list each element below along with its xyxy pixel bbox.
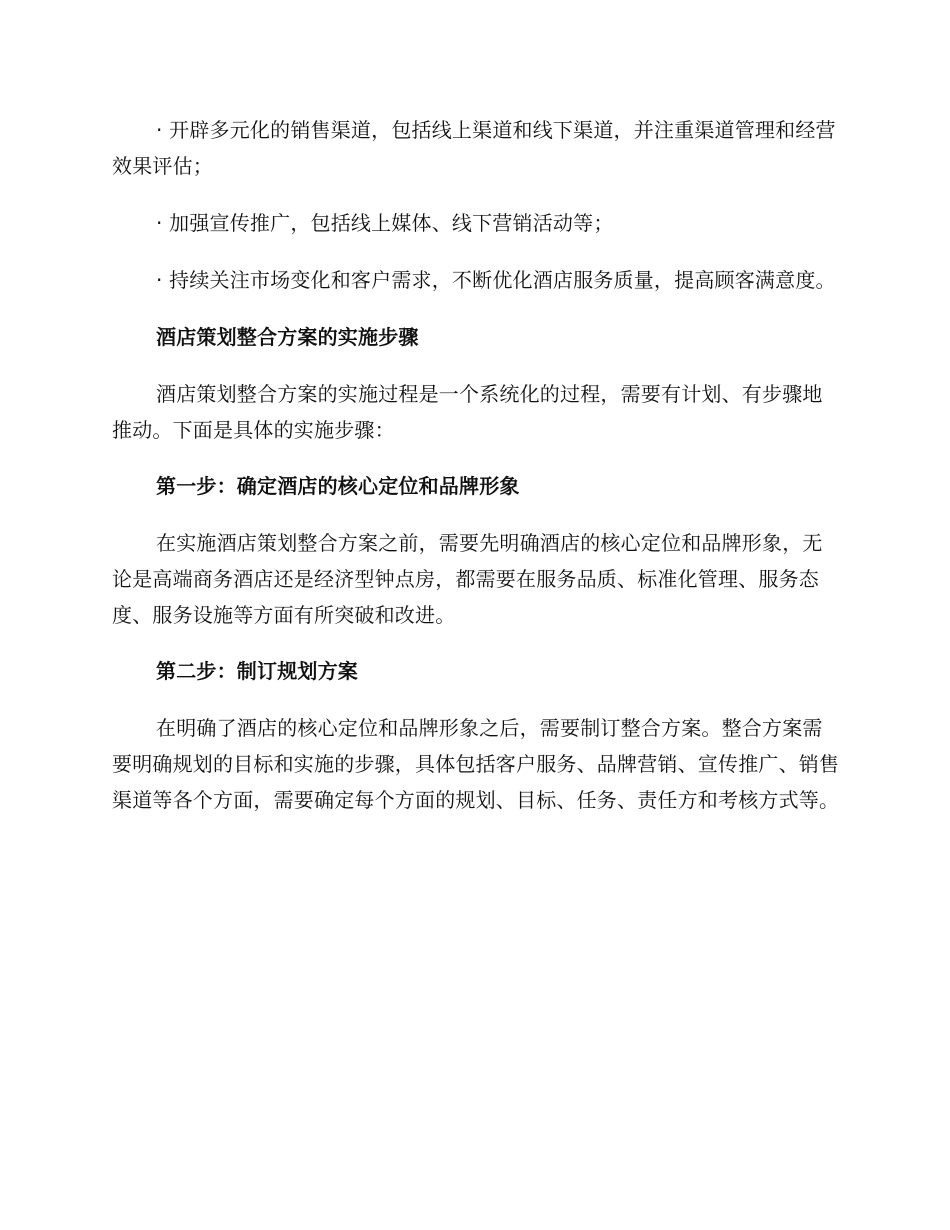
document-body bbox=[112, 112, 840, 838]
bullet-customer-needs: · 持续关注市场变化和客户需求，不断优化酒店服务质量，提高顾客满意度。 bbox=[156, 268, 836, 292]
step1-heading: 第一步：确定酒店的核心定位和品牌形象 bbox=[156, 474, 520, 498]
step2-heading: 第二步：制订规划方案 bbox=[156, 659, 358, 683]
section-heading: 酒店策划整合方案的实施步骤 bbox=[156, 325, 419, 349]
bullet-promotion: · 加强宣传推广，包括线上媒体、线下营销活动等； bbox=[156, 211, 614, 235]
section-intro: 酒店策划整合方案的实施过程是一个系统化的过程，需要有计划、有步骤地推动。下面是具体的实施步骤： bbox=[112, 382, 823, 442]
step2-body: 在明确了酒店的核心定位和品牌形象之后，需要制订整合方案。整合方案需要明确规划的目标和实施的步骤，具体包括客户服务、品牌营销、宣传推广、销售渠道等各个方面，需要确定每个方面的规划、目标、任务、责任方和考核方式等。 bbox=[112, 716, 840, 812]
step1-body: 在实施酒店策划整合方案之前，需要先明确酒店的核心定位和品牌形象，无论是高端商务酒店还是经济型钟点房，都需要在服务品质、标准化管理、服务态度、服务设施等方面有所突破和改进。 bbox=[112, 531, 823, 627]
bullet-sales-channels: · 开辟多元化的销售渠道，包括线上渠道和线下渠道，并注重渠道管理和经营效果评估； bbox=[112, 118, 836, 178]
